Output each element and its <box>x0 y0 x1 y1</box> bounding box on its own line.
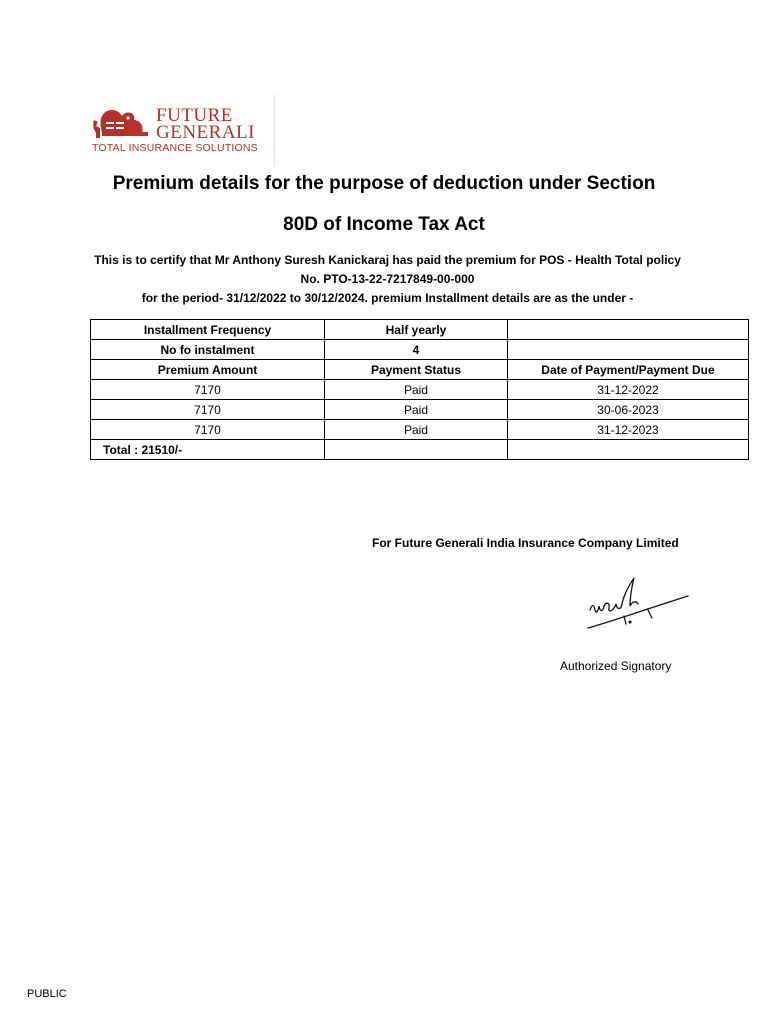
certificate-text-line-1: This is to certify that Mr Anthony Suresh Kanickaraj has paid the premium for POS - Health Total policy <box>94 253 681 267</box>
premium-amount-cell: 7170 <box>91 400 325 420</box>
handwritten-signature <box>586 574 690 634</box>
header-payment-date: Date of Payment/Payment Due <box>508 360 749 380</box>
certificate-text-line-2: No. PTO-13-22-7217849-00-000 <box>300 272 475 286</box>
header-payment-status: Payment Status <box>325 360 508 380</box>
payment-status-cell: Paid <box>325 400 508 420</box>
empty-cell <box>325 440 508 460</box>
payment-date-cell: 31-12-2023 <box>508 420 749 440</box>
logo-line-2: GENERALI <box>156 122 255 143</box>
instalment-count-label: No fo instalment <box>91 340 325 360</box>
instalment-count-value: 4 <box>325 340 508 360</box>
document-title-line-2: 80D of Income Tax Act <box>283 214 485 235</box>
lion-emblem-icon <box>92 106 152 138</box>
installment-table <box>90 319 749 460</box>
empty-cell <box>508 340 749 360</box>
table-total-row <box>91 440 749 460</box>
logo-tagline: TOTAL INSURANCE SOLUTIONS <box>92 142 258 154</box>
table-header-row <box>91 360 749 380</box>
table-row <box>91 420 749 440</box>
table-row <box>91 380 749 400</box>
frequency-label: Installment Frequency <box>91 320 325 340</box>
payment-date-cell: 30-06-2023 <box>508 400 749 420</box>
company-signature-line: For Future Generali India Insurance Company Limited <box>372 536 679 550</box>
payment-date-cell: 31-12-2022 <box>508 380 749 400</box>
certificate-text-line-3: for the period- 31/12/2022 to 30/12/2024. premium Installment details are as the under - <box>141 291 634 305</box>
table-row <box>91 340 749 360</box>
document-title-line-1: Premium details for the purpose of deduction under Section <box>112 173 656 194</box>
table-row <box>91 320 749 340</box>
empty-cell <box>508 320 749 340</box>
logo-line-1: FUTURE <box>156 105 233 126</box>
frequency-value: Half yearly <box>325 320 508 340</box>
classification-label: PUBLIC <box>27 988 67 1000</box>
premium-amount-cell: 7170 <box>91 380 325 400</box>
payment-status-cell: Paid <box>325 380 508 400</box>
total-amount: Total : 21510/- <box>91 440 325 460</box>
logo-divider <box>274 94 275 166</box>
company-logo <box>92 104 272 156</box>
table-row <box>91 400 749 420</box>
empty-cell <box>508 440 749 460</box>
payment-status-cell: Paid <box>325 420 508 440</box>
header-premium-amount: Premium Amount <box>91 360 325 380</box>
authorized-signatory-label: Authorized Signatory <box>560 659 672 673</box>
premium-amount-cell: 7170 <box>91 420 325 440</box>
